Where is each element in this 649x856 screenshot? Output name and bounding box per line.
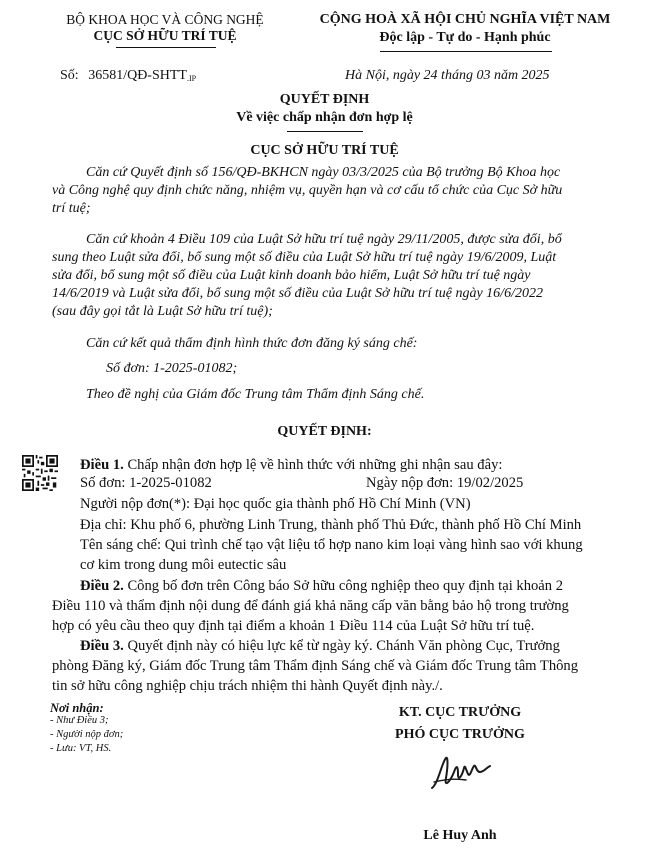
address-label: Địa chỉ: [80,517,127,533]
handwritten-signature [428,754,494,794]
subject-underline [287,131,363,132]
ministry-name: BỘ KHOA HỌC VÀ CÔNG NGHỆ [66,12,264,27]
article-3-l2: phòng Đăng ký, Giám đốc Trung tâm Thẩm định Sáng chế và Giám đốc Trung tâm Thông [52,658,579,674]
article-1-label: Điều 1. [80,457,124,473]
invention-line-2: cơ kim trong dung môi eutectic sâu [80,557,287,573]
preamble-p2-l1: Căn cứ khoản 4 Điều 109 của Luật Sở hữu trí tuệ ngày 29/11/2005, được sửa đổi, bổ [86,232,562,247]
recipients-heading: Nơi nhận: [50,701,104,715]
preamble-p2-l4: 14/6/2019 và Luật sửa đổi, bổ sung một số điều của Luật Sở hữu trí tuệ ngày 16/6/2022 [52,286,543,301]
agency-underline [116,47,216,48]
address-value: Khu phố 6, phường Linh Trung, thành phố Thủ Đức, thành phố Hồ Chí Minh [130,517,582,533]
issuing-authority: CỤC SỞ HỮU TRÍ TUỆ [250,143,399,158]
preamble-p4: Số đơn: 1-2025-01082; [106,361,238,376]
app-no-value: 1-2025-01082 [129,475,212,491]
article-3-label: Điều 3. [80,638,124,654]
application-number [80,475,212,492]
applicant-value: Đại học quốc gia thành phố Hồ Chí Minh (VN) [193,496,471,512]
recipient-item: - Như Điều 3; [50,715,109,726]
article-3-l1 [80,638,560,655]
article-2-label: Điều 2. [80,578,124,594]
article-2-l2: Điều 110 và thẩm định nội dung để đánh giá khả năng cấp văn bằng bảo hộ trong trường [52,598,569,614]
signer-title-2: PHÓ CỤC TRƯỞNG [395,727,525,742]
invention-line-1: Qui trình chế tạo vật liệu tổ hợp nano kim loại vàng hình sao với khung [164,537,583,553]
place-date: Hà Nội, ngày 24 tháng 03 năm 2025 [345,68,550,83]
doc-type: QUYẾT ĐỊNH [279,92,370,107]
preamble-p3: Căn cứ kết quả thẩm định hình thức đơn đăng ký sáng chế: [86,336,418,351]
filing-date [366,475,523,492]
preamble-p2-l2: sung theo Luật sửa đổi, bổ sung một số điều của Luật Sở hữu trí tuệ ngày 19/6/2009, Luật [52,250,557,265]
invention-title [80,537,583,554]
app-no-label: Số đơn: [80,475,126,491]
recipient-item: - Lưu: VT, HS. [50,743,112,754]
article-2-l1 [80,578,563,595]
recipient-item: - Người nộp đơn; [50,729,124,740]
decision-heading: QUYẾT ĐỊNH: [277,424,372,439]
preamble-p5: Theo đề nghị của Giám đốc Trung tâm Thẩm định Sáng chế. [86,387,425,402]
motto: Độc lập - Tự do - Hạnh phúc [379,30,551,45]
agency-name: CỤC SỞ HỮU TRÍ TUỆ [93,28,237,43]
filing-date-label: Ngày nộp đơn: [366,475,454,491]
article-3-l3: tin sở hữu công nghiệp chịu trách nhiệm thi hành Quyết định này./. [52,678,443,694]
preamble-p2-l3: sửa đổi, bổ sung một số điều của Luật kinh doanh bảo hiểm, Luật Sở hữu trí tuệ ngày [52,268,531,283]
qr-code-icon [22,455,58,491]
number-value: 36581/QĐ-SHTT [88,68,187,83]
doc-subject: Về việc chấp nhận đơn hợp lệ [236,110,413,125]
signer-name: Lê Huy Anh [423,828,497,843]
preamble-p1-l2: và Công nghệ quy định chức năng, nhiệm vụ, quyền hạn và cơ cấu tổ chức của Cục Sở hữu [52,183,563,198]
article-1-text: Chấp nhận đơn hợp lệ về hình thức với những ghi nhận sau đây: [127,457,503,473]
invention-label: Tên sáng chế: [80,537,162,553]
article-2-l3: hợp có yêu cầu theo quy định tại điểm a khoản 1 Điều 114 của Luật Sở hữu trí tuệ. [52,618,535,634]
applicant-label: Người nộp đơn(*): [80,496,191,512]
article-3-text-l1: Quyết định này có hiệu lực kể từ ngày ký. Chánh Văn phòng Cục, Trưởng [127,638,560,654]
motto-underline [380,51,552,52]
number-suffix: .IP [186,74,197,83]
country-name: CỘNG HOÀ XÃ HỘI CHỦ NGHĨA VIỆT NAM [319,12,611,27]
preamble-p2-l5: (sau đây gọi tắt là Luật Sở hữu trí tuệ); [52,304,273,319]
preamble-p1-l1: Căn cứ Quyết định số 156/QĐ-BKHCN ngày 03/3/2025 của Bộ trưởng Bộ Khoa học [86,165,561,180]
decision-number [60,68,196,84]
article-1-intro [80,457,502,474]
number-label: Số: [60,68,79,83]
filing-date-value: 19/02/2025 [456,475,524,491]
preamble-p1-l3: trí tuệ; [52,201,91,216]
article-2-text-l1: Công bố đơn trên Công báo Sở hữu công nghiệp theo quy định tại khoản 2 [127,578,564,594]
applicant [80,496,471,513]
address [80,517,581,534]
signer-title-1: KT. CỤC TRƯỞNG [398,705,522,720]
